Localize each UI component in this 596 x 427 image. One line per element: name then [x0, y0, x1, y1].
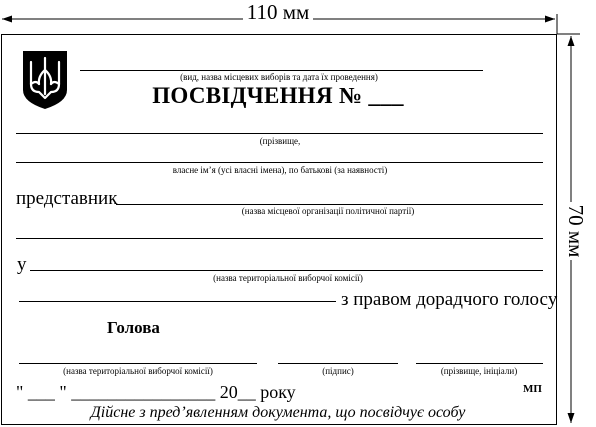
party-line — [116, 204, 543, 205]
sign-commission-line — [19, 363, 257, 364]
party-caption: (назва місцевої організації політичної партії) — [241, 206, 415, 216]
election-caption: (вид, назва місцевих виборів та дата їх проведення) — [180, 72, 378, 82]
initials-line — [416, 363, 543, 364]
width-label: 110 мм — [0, 0, 556, 25]
election-line — [80, 70, 483, 71]
validity-note: Дійсне з пред’явленням документа, що посвідчує особу — [90, 404, 466, 421]
commission-line — [30, 270, 543, 271]
head-label: Голова — [107, 318, 160, 337]
in-label: у — [17, 254, 27, 275]
initials-caption: (прізвище, ініціали) — [440, 366, 518, 376]
stamp-label: МП — [523, 383, 542, 395]
name-caption: власне ім’я (усі власні імена), по батькові (за наявності) — [172, 165, 388, 175]
height-label: 70 мм — [563, 201, 588, 261]
surname-line — [16, 133, 543, 134]
name-line — [16, 162, 543, 163]
party-line-2 — [16, 238, 543, 239]
signature-caption: (підпис) — [322, 366, 354, 376]
sign-commission-caption: (назва територіальної виборчої комісії) — [63, 366, 213, 376]
advisory-line — [19, 301, 336, 302]
date-field: " ___ " ________________ 20__ року — [16, 382, 296, 402]
commission-caption: (назва територіальної виборчої комісії) — [213, 273, 363, 283]
certificate-title: ПОСВІДЧЕННЯ № ___ — [152, 83, 404, 108]
advisory-text: з правом дорадчого голосу — [341, 289, 558, 310]
surname-caption: (прізвище, — [259, 136, 301, 146]
representative-label: представник — [16, 188, 118, 209]
signature-line — [278, 363, 398, 364]
